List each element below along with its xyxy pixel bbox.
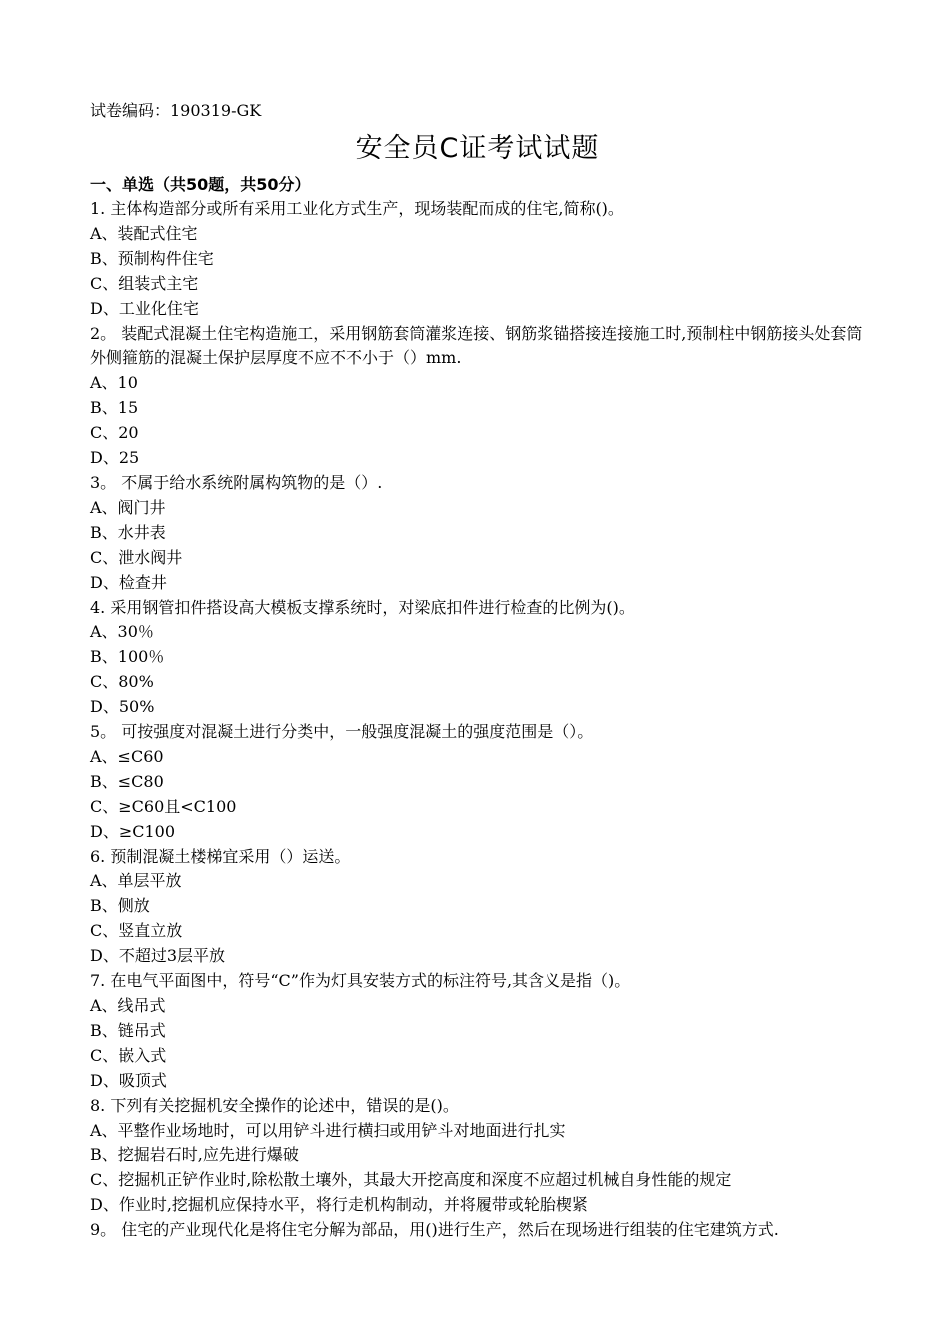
answer-option: B、挖掘岩石时,应先进行爆破 bbox=[90, 1145, 299, 1165]
question-stem: 8. 下列有关挖掘机安全操作的论述中，错误的是()。 bbox=[90, 1095, 459, 1115]
exam-page bbox=[90, 98, 865, 1243]
answer-option: D、不超过3层平放 bbox=[90, 946, 226, 966]
question-list bbox=[90, 197, 865, 1243]
answer-option: B、预制构件住宅 bbox=[90, 248, 214, 268]
question-stem: 9。 住宅的产业现代化是将住宅分解为部品，用()进行生产，然后在现场进行组装的住宅建筑方式. bbox=[90, 1220, 779, 1240]
question-stem: 2。 装配式混凝土住宅构造施工，采用钢筋套筒灌浆连接、钢筋浆锚搭接连接施工时,预制柱中钢筋接头处套筒外侧箍筋的混凝土保护层厚度不应不不小于（）mm. bbox=[90, 323, 863, 368]
question-stem: 4. 采用钢管扣件搭设高大模板支撑系统时，对梁底扣件进行检查的比例为()。 bbox=[90, 597, 635, 617]
answer-option: C、嵌入式 bbox=[90, 1045, 167, 1065]
answer-option: A、平整作业场地时，可以用铲斗进行横扫或用铲斗对地面进行扎实 bbox=[90, 1120, 566, 1140]
question-stem: 6. 预制混凝土楼梯宜采用（）运送。 bbox=[90, 846, 351, 866]
question-stem: 3。 不属于给水系统附属构筑物的是（）. bbox=[90, 472, 383, 492]
answer-option: A、线吊式 bbox=[90, 996, 166, 1015]
answer-option: A、装配式住宅 bbox=[90, 223, 198, 243]
answer-option: D、50% bbox=[90, 697, 155, 717]
question-stem: 1. 主体构造部分或所有采用工业化方式生产，现场装配而成的住宅,简称()。 bbox=[90, 199, 624, 218]
answer-option: B、水井表 bbox=[90, 522, 166, 542]
answer-option: D、检查井 bbox=[90, 572, 167, 592]
answer-option: D、作业时,挖掘机应保持水平，将行走机构制动，并将履带或轮胎楔紧 bbox=[90, 1195, 588, 1215]
answer-option: A、阀门井 bbox=[90, 497, 166, 517]
answer-option: B、侧放 bbox=[90, 896, 150, 916]
exam-code: 试卷编码：190319-GK bbox=[90, 101, 262, 120]
answer-option: C、组装式主宅 bbox=[90, 273, 199, 293]
section-heading: 一、单选（共50题，共50分） bbox=[90, 175, 311, 194]
answer-option: D、工业化住宅 bbox=[90, 298, 199, 318]
answer-option: C、20 bbox=[90, 423, 139, 443]
answer-option: D、25 bbox=[90, 448, 140, 468]
answer-option: C、≥C60且<C100 bbox=[90, 796, 237, 816]
answer-option: A、10 bbox=[90, 373, 138, 393]
answer-option: A、30％ bbox=[90, 622, 154, 642]
answer-option: A、单层平放 bbox=[90, 871, 182, 891]
answer-option: B、15 bbox=[90, 398, 139, 418]
answer-option: B、链吊式 bbox=[90, 1020, 166, 1040]
answer-option: A、≤C60 bbox=[90, 746, 164, 766]
answer-option: C、竖直立放 bbox=[90, 921, 183, 941]
question-stem: 7. 在电气平面图中，符号“C”作为灯具安装方式的标注符号,其含义是指（)。 bbox=[90, 971, 631, 991]
answer-option: D、吸顶式 bbox=[90, 1070, 167, 1090]
answer-option: B、100％ bbox=[90, 647, 165, 667]
page-title: 安全员C证考试试题 bbox=[355, 133, 600, 164]
answer-option: C、泄水阀井 bbox=[90, 547, 183, 567]
answer-option: B、≤C80 bbox=[90, 771, 164, 791]
answer-option: C、挖掘机正铲作业时,除松散土壤外，其最大开挖高度和深度不应超过机械自身性能的规定 bbox=[90, 1170, 732, 1190]
answer-option: D、≥C100 bbox=[90, 821, 176, 841]
question-stem: 5。 可按强度对混凝土进行分类中，一般强度混凝土的强度范围是（）。 bbox=[90, 722, 594, 742]
answer-option: C、80% bbox=[90, 672, 154, 692]
